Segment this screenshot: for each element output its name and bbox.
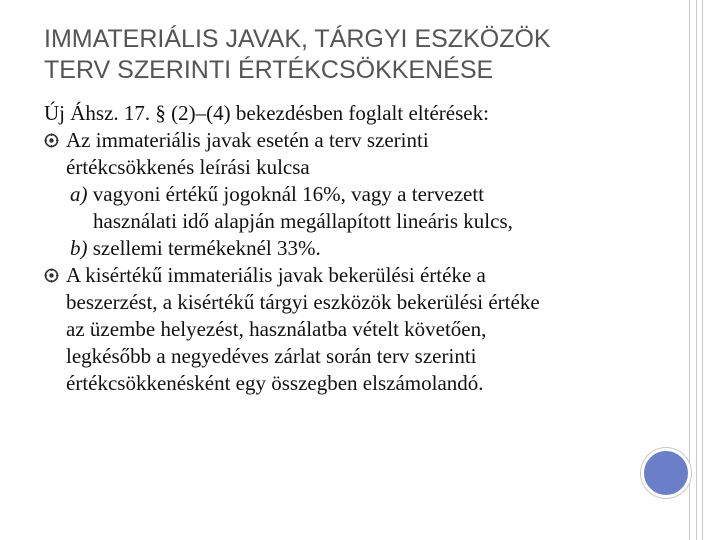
intro-text: Új Áhsz. 17. § (2)–(4) bekezdésben foglalt eltérések: [44,101,489,125]
sub-item-text: szellemi termékeknél 33%. [87,236,321,260]
bullet-icon [44,262,59,289]
title-line: TERV SZERINTI ÉRTÉKCSÖKKENÉSE [44,56,494,84]
sub-item-text: használati idő alapján megállapított lineáris kulcs, [93,209,513,233]
bullet-item [44,262,644,397]
bullet-text: Az immateriális javak esetén a terv szerinti [66,128,429,152]
decorative-rule [696,0,697,540]
bullet-item [44,127,644,262]
bullet-icon [44,127,59,154]
sub-item-b [44,235,644,262]
bullet-text: legkésőbb a negyedéves zárlat során terv szerinti [66,344,477,368]
bullet-text: az üzembe helyezést, használatba vételt követően, [66,317,487,341]
bullet-text: értékcsökkenés leírási kulcsa [66,155,310,179]
slide-title [44,24,644,86]
slide-body [44,100,644,397]
bullet-text: értékcsökkenésként egy összegben elszámolandó. [66,371,484,395]
decorative-rule [689,0,690,540]
title-line: IMMATERIÁLIS JAVAK, TÁRGYI ESZKÖZÖK [44,25,551,53]
sub-item-a [44,181,644,208]
bullet-text: A kisértékű immateriális javak bekerülési értéke a [66,263,486,287]
decorative-circle [641,448,691,498]
decorative-rule [702,0,703,540]
bullet-text: beszerzést, a kisértékű tárgyi eszközök bekerülési értéke [66,290,540,314]
sub-item-text: vagyoni értékű jogoknál 16%, vagy a tervezett [87,182,485,206]
sub-item-label: b) [70,236,88,260]
sub-item-label: a) [70,182,88,206]
